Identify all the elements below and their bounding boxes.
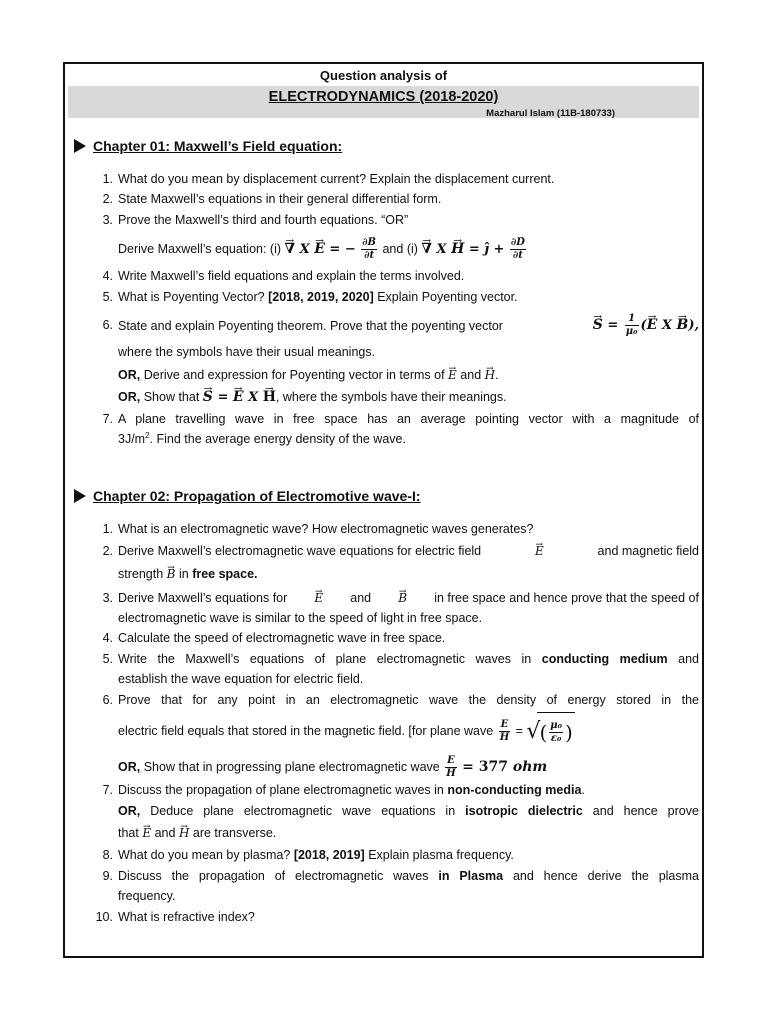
ch2-question-5-continued: establish the wave equation for electric field. <box>118 672 364 686</box>
chapter-2-heading: Chapter 02: Propagation of Electromotive wave-I: <box>74 488 421 504</box>
pre-title: Question analysis of <box>319 68 448 83</box>
ch2-question-7-or: OR, Deduce plane electromagnetic wave equations in isotropic dielectric and hence prove <box>118 804 699 818</box>
document-page: Question analysis of ELECTRODYNAMICS (2018-2020) Mazharul Islam (11B-180733) Chapter 01: Maxwell’s Field equation: 1. What do you mean by displacement current? Explain the displacement current. 2. State Maxwell’s equations in their general differential form. 3. Prove the Maxwell’s third and fourth equations. “OR” Derive Maxwell’s equation: (i) → ∇ X → E = − $\frac{\partial\to B}{\partial t}$ and (i) → ∇ X → H = ĵ + $\frac{\partial\to D}{\partial t}$ 4. Write Maxwell’s field equations and explain the terms involved. 5. What is Poyenting Vector? [2018, 2019, 2020] Explain Poyenting vector. 6. State and explain Poyenting theorem. Prove that the poyenting vector → S = $\frac{1}{\text{μ₀}}$ (→ E X → B), where the symbols have their usual meanings. OR, Derive and expression for Poyenting vector in terms of → E and → H. OR, Show that → S = → E X → H, where the symbols have their meanings. 7. A plane travelling wave in free space has an average pointing vector with a magnitude of $3J/m^2$. Find the average energy density of the wave. Chapter 02: Propagation of Electromotive wave-I: 1. What is an electromagnetic wave? How electromagnetic waves generates? 2. Derive Maxwell’s electromagnetic wave equations for electric field → E and magnetic field strength → B in free space. 3. Derive Maxwell’s equations for → E and → B in free space and hence prove that the speed of electromagnetic wave is similar to the speed of light in free space. 4. Calculate the speed of electromagnetic wave in free space. 5. Write the Maxwell’s equations of plane electromagnetic waves in conducting medium and establish the wave equation for electric field. 6. Prove that for any point in an electromagnetic wave the density of energy stored in the electric field equals that stored in the magnetic field. [for plane wave $\frac{E}{H}$ = √( $\frac{\text{μ₀}}{\text{ε₀}}$ ) OR, Show that in progressing plane electromagnetic wave $\frac{E}{H}$ = 377 ohm 7. Discuss the propagation of plane electromagnetic waves in non-conducting media. OR, Deduce plane electromagnetic wave equations in isotropic dielectric and hence prove that → E and → H are transverse. 8. What do you mean by plasma? [2018, 2019] Explain plasma frequency. 9. Discuss the propagation of electromagnetic waves in Plasma and hence derive the plasma frequency. 10. What is refractive index? <box>63 62 704 958</box>
ch2-question-6-continued: electric field equals that stored in the magnetic field. [for plane wave $\frac{E}{H}$ = √( $\frac{\text{μ₀}}{\text{ε₀}}$ ) <box>118 712 699 752</box>
ch2-question-7-or-continued: that → E and → H are transverse. <box>118 823 699 843</box>
author-line: Mazharul Islam (11B-180733) <box>486 108 615 119</box>
ch2-question-9-continued: frequency. <box>118 889 176 903</box>
ch2-question-6-or: OR, Show that in progressing plane electromagnetic wave $\frac{E}{H}$ = 377 ohm <box>118 755 548 780</box>
ch1-question-6-continued: where the symbols have their usual meanings. <box>118 345 376 359</box>
ch1-question-6-or-2: OR, Show that → S = → E X → H, where the symbols have their meanings. <box>118 387 699 408</box>
chapter-1-heading: Chapter 01: Maxwell’s Field equation: <box>74 138 342 154</box>
play-triangle-icon <box>74 489 86 503</box>
ch2-question-3-continued: electromagnetic wave is similar to the speed of light in free space. <box>118 611 483 625</box>
ch1-question-3-equations: Derive Maxwell’s equation: (i) → ∇ X → E = − $\frac{\partial\to B}{\partial t}$ and (i) → ∇ X → H = ĵ + $\frac{\partial\to D}{\partial t}$ <box>118 234 699 265</box>
play-triangle-icon <box>74 139 86 153</box>
document-title: ELECTRODYNAMICS (2018-2020) <box>268 89 499 105</box>
ch1-question-7-continued: $3J/m^2$. Find the average energy density of the wave. <box>118 430 406 446</box>
ch2-question-2-continued: strength → B in free space. <box>118 564 699 584</box>
ch1-question-6-or-1: OR, Derive and expression for Poyenting vector in terms of → E and → H. <box>118 365 699 385</box>
